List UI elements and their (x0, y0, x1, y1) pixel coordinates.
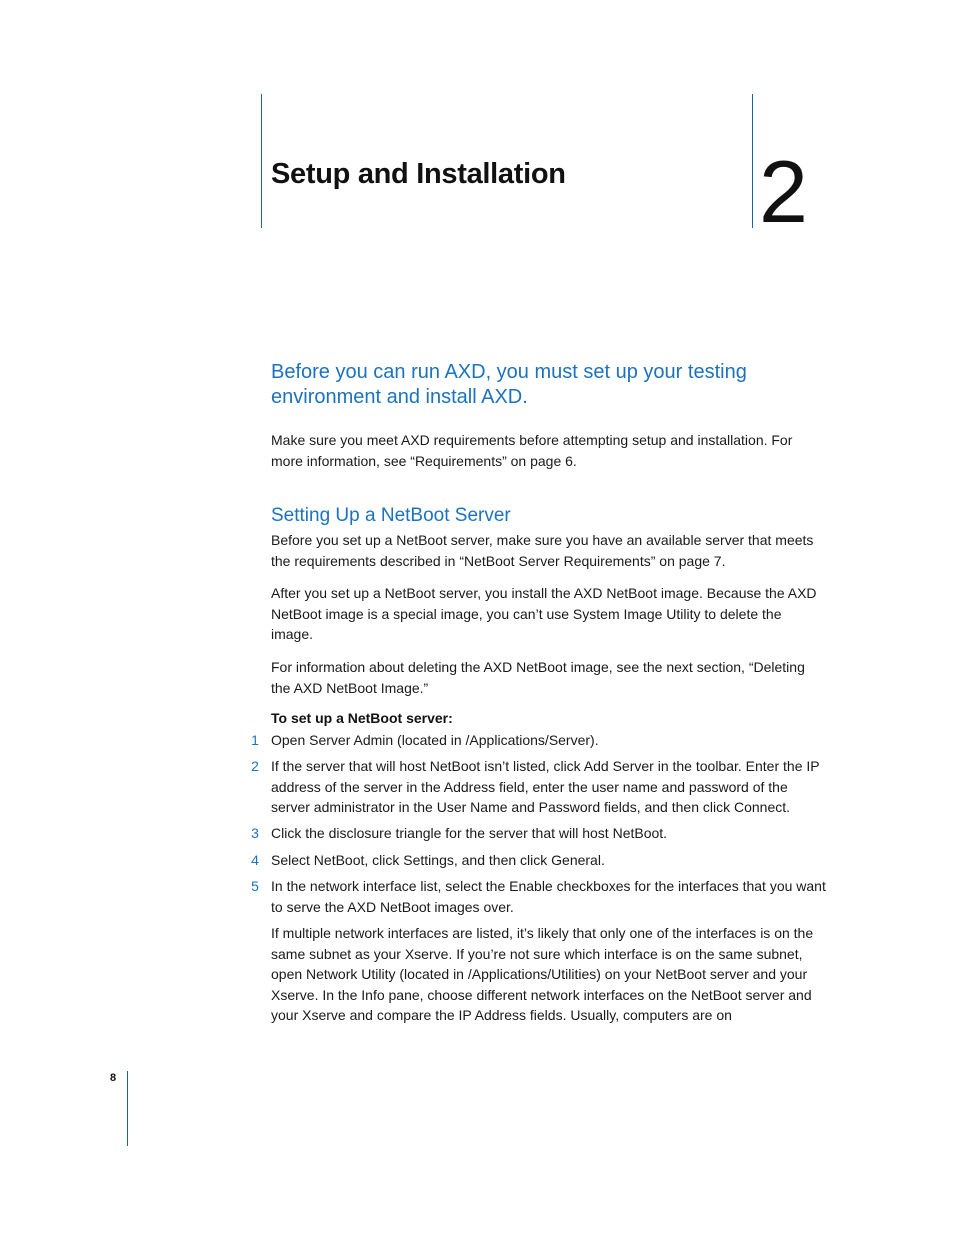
section-heading: Setting Up a NetBoot Server (271, 505, 511, 526)
step-number: 3 (251, 825, 259, 841)
section-paragraph-1: Before you set up a NetBoot server, make sure you have an available server that meets the requirements described in “NetBoot Server Requirements” on page 7. (271, 532, 814, 569)
chapter-title: Setup and Installation (271, 158, 566, 190)
step-5-note: If multiple network interfaces are listed, it’s likely that only one of the interfaces is on the same subnet as your Xserve. If you’re not sure which interface is on the same subnet, open Network Utility (located in /Applications/Utilities) on your NetBoot server and your Xserve. In the Info pane, choose different network interfaces on the NetBoot server and your Xserve and compare the IP Address fields. Usually, computers are on (271, 925, 814, 1023)
chapter-number-rule (752, 94, 753, 228)
section-paragraph-3: For information about deleting the AXD NetBoot image, see the next section, “Deleting the AXD NetBoot Image.” (271, 659, 805, 696)
intro-heading: Before you can run AXD, you must set up your testing environment and install AXD. (271, 361, 747, 408)
step-number: 5 (251, 878, 259, 894)
chapter-title-rule (261, 94, 262, 228)
step-text: Click the disclosure triangle for the server that will host NetBoot. (271, 825, 668, 841)
chapter-number: 2 (759, 142, 808, 241)
step-number: 4 (251, 852, 259, 868)
intro-paragraph: Make sure you meet AXD requirements before attempting setup and installation. For more information, see “Requirements” on page 6. (271, 432, 793, 469)
step-text: In the network interface list, select the Enable checkboxes for the interfaces that you want to serve the AXD NetBoot images over. (271, 878, 826, 915)
procedure-heading: To set up a NetBoot server: (271, 710, 453, 726)
step-text: Open Server Admin (located in /Applications/Server). (271, 732, 599, 748)
step-text: If the server that will host NetBoot isn’t listed, click Add Server in the toolbar. Enter the IP address of the server in the Address field, enter the user name and password of the server administrator in the User Name and Password fields, and then click Connect. (271, 758, 820, 815)
step-number: 2 (251, 758, 259, 774)
section-paragraph-2: After you set up a NetBoot server, you install the AXD NetBoot image. Because the AXD NetBoot image is a special image, you can’t use System Image Utility to delete the image. (271, 585, 817, 642)
step-number: 1 (251, 732, 259, 748)
step-text: Select NetBoot, click Settings, and then click General. (271, 852, 605, 868)
page-number-rule (127, 1071, 128, 1146)
page-number: 8 (110, 1072, 117, 1084)
